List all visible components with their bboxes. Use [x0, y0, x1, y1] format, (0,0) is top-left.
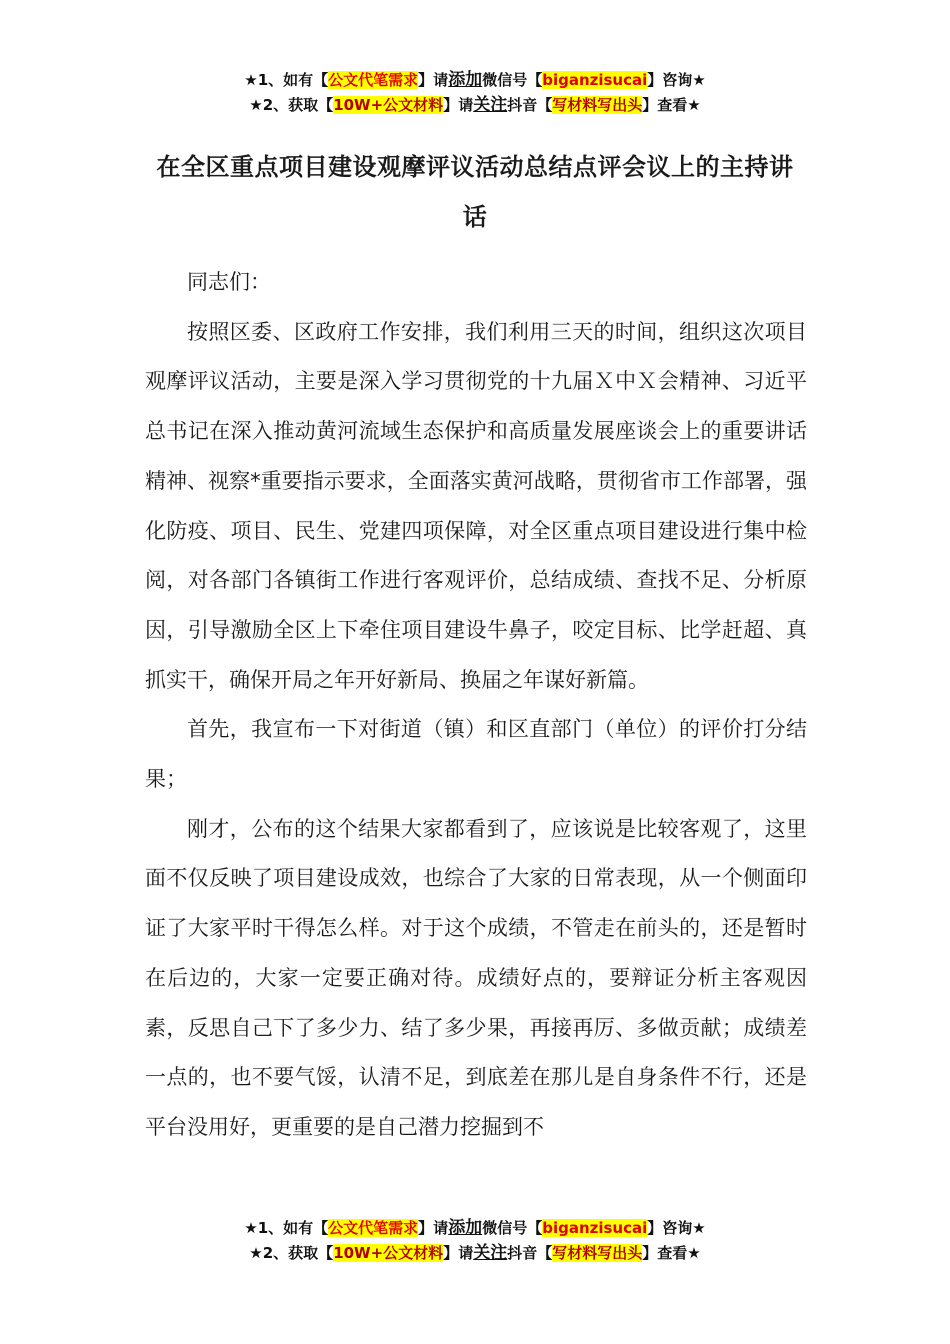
promo-highlight: 公文代笔需求: [328, 1219, 419, 1237]
promo-text: 微信号【: [482, 1219, 543, 1237]
promo-line-1: [0, 1216, 950, 1241]
paragraph: 首先，我宣布一下对街道（镇）和区直部门（单位）的评价打分结果；: [145, 717, 807, 792]
promo-text: 】请: [443, 96, 474, 114]
paragraph-salutation: 同志们：: [187, 270, 271, 294]
douyin-id-highlight: 写材料写出头: [552, 96, 643, 114]
promo-line-2: [0, 1241, 950, 1266]
douyin-id-highlight: 写材料写出头: [552, 1244, 643, 1262]
promo-text: 】咨询★: [647, 71, 706, 89]
paragraph: 按照区委、区政府工作安排，我们利用三天的时间，组织这次项目观摩评议活动，主要是深入学习贯彻党的十九届Ｘ中Ｘ会精神、习近平总书记在深入推动黄河流域生态保护和高质量发展座谈会上的重要讲话精神、视察*重要指示要求，全面落实黄河战略，贯彻省市工作部署，强化防疫、项目、民生、党建四项保障，对全区重点项目建设进行集中检阅，对各部门各镇街工作进行客观评价，总结成绩、查找不足、分析原因，引导激励全区上下牵住项目建设牛鼻子，咬定目标、比学赶超、真抓实干，确保开局之年开好新局、换届之年谋好新篇。: [145, 319, 807, 692]
promo-banner-top: [0, 68, 950, 118]
promo-line-1: [0, 68, 950, 93]
promo-highlight: 10W+公文材料: [333, 1244, 444, 1262]
document-body: [145, 258, 807, 1153]
promo-highlight: 10W+公文材料: [333, 96, 444, 114]
promo-text: 抖音【: [507, 1244, 553, 1262]
promo-text: ★2、获取【: [249, 1244, 334, 1262]
promo-highlight: 公文代笔需求: [328, 71, 419, 89]
promo-text: ★2、获取【: [249, 96, 334, 114]
promo-text: ★1、如有【: [244, 1219, 329, 1237]
promo-text: 】请: [443, 1244, 474, 1262]
promo-text: ★1、如有【: [244, 71, 329, 89]
promo-banner-bottom: [0, 1216, 950, 1266]
promo-underline: 添加: [448, 1218, 483, 1238]
promo-text: 】咨询★: [647, 1219, 706, 1237]
promo-text: 】查看★: [642, 96, 701, 114]
promo-line-2: [0, 93, 950, 118]
paragraph: 刚才，公布的这个结果大家都看到了，应该说是比较客观了，这里面不仅反映了项目建设成效，也综合了大家的日常表现，从一个侧面印证了大家平时干得怎么样。对于这个成绩，不管走在前头的，还是暂时在后边的，大家一定要正确对待。成绩好点的，要辩证分析主客观因素，反思自己下了多少力、结了多少果，再接再厉、多做贡献；成绩差一点的，也不要气馁，认清不足，到底差在那儿是自身条件不行，还是平台没用好，更重要的是自己潜力挖掘到不: [145, 816, 807, 1139]
wechat-id-highlight: biganzisucai: [542, 1219, 648, 1237]
promo-text: 微信号【: [482, 71, 543, 89]
promo-underline: 关注: [473, 95, 508, 115]
document-title: 在全区重点项目建设观摩评议活动总结点评会议上的主持讲话: [156, 153, 794, 231]
promo-text: 】查看★: [642, 1244, 701, 1262]
wechat-id-highlight: biganzisucai: [542, 71, 648, 89]
promo-text: 】请: [418, 1219, 449, 1237]
promo-text: 抖音【: [507, 96, 553, 114]
promo-underline: 添加: [448, 70, 483, 90]
promo-underline: 关注: [473, 1243, 508, 1263]
promo-text: 】请: [418, 71, 449, 89]
